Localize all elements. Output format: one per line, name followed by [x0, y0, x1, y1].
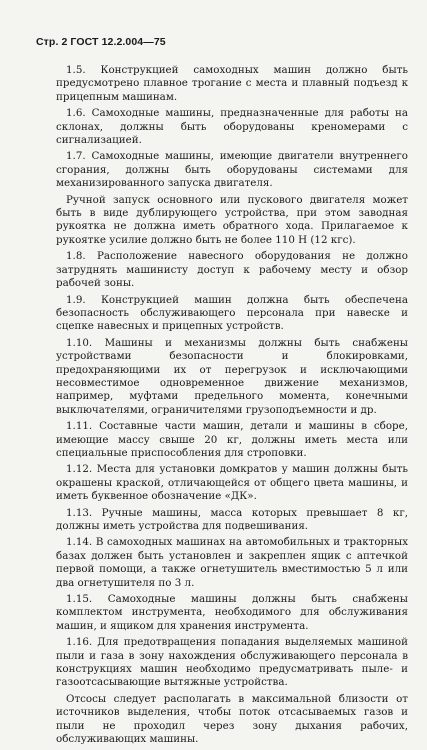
paragraph-manual-start: Ручной запуск основного или пускового двигателя может быть в виде дублирующего устройства, при этом заводная рукоятка не должна иметь обратного хода. Прилагаемое к рукоятке усилие должно быть не более 110 Н (12 кгс). [56, 193, 408, 246]
document-body [56, 64, 408, 750]
paragraph-1-8: 1.8. Расположение навесного оборудования не должно затруднять машинисту доступ к рабочему месту и обзор рабочей зоны. [56, 250, 408, 290]
page-header: Стр. 2 ГОСТ 12.2.004—75 [36, 36, 166, 48]
paragraph-1-13: 1.13. Ручные машины, масса которых превышает 8 кг, должны иметь устройства для подвешивания. [56, 506, 408, 532]
paragraph-1-6: 1.6. Самоходные машины, предназначенные для работы на склонах, должны быть оборудованы креномерами с сигнализацией. [56, 107, 408, 147]
paragraph-1-11: 1.11. Составные части машин, детали и машины в сборе, имеющие массу свыше 20 кг, должны иметь места или специальные приспособления для строповки. [56, 420, 408, 459]
paragraph-1-12: 1.12. Места для установки домкратов у машин должны быть окрашены краской, отличающейся от общего цвета машины, и иметь буквенное обозначение «ДК». [56, 463, 408, 503]
paragraph-1-16: 1.16. Для предотвращения попадания выделяемых машиной пыли и газа в зону нахождения обслуживающего персонала в конструкциях машин необходимо предусматривать пыле- и газоотсасывающие вытяжные устройства. [56, 636, 408, 689]
paragraph-1-10: 1.10. Машины и механизмы должны быть снабжены устройствами безопасности и блокировками, предохраняющими их от перегрузок и исключающими несовместимое одновременное движение механизмов, например, муфтами предельного момента, конечными выключателями, ограничителями грузоподъемности и др. [56, 336, 408, 416]
paragraph-exhaust: Отсосы следует располагать в максимальной близости от источников выделения, чтобы поток отсасываемых газов и пыли не проходил через зону дыхания рабочих, обслуживающих машины. [56, 692, 408, 746]
paragraph-1-5: 1.5. Конструкцией самоходных машин должно быть предусмотрено плавное трогание с места и плавный подъезд к прицепным машинам. [56, 64, 408, 103]
paragraph-1-14: 1.14. В самоходных машинах на автомобильных и тракторных базах должен быть установлен и закреплен ящик с аптечкой первой помощи, а также огнетушитель вместимостью 5 л или два огнетушителя по 3 л. [56, 536, 408, 589]
paragraph-1-7: 1.7. Самоходные машины, имеющие двигатели внутреннего сгорания, должны быть оборудованы системами для механизированного запуска двигателя. [56, 150, 408, 190]
paragraph-1-9: 1.9. Конструкцией машин должна быть обеспечена безопасность обслуживающего персонала при навеске и сцепке навесных и прицепных устройств. [56, 293, 408, 333]
paragraph-1-15: 1.15. Самоходные машины должны быть снабжены комплектом инструмента, необходимого для обслуживания машин, и ящиком для хранения инструмента. [56, 593, 408, 632]
